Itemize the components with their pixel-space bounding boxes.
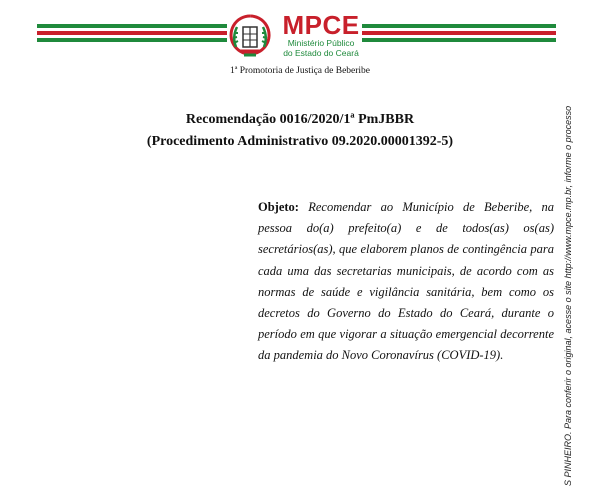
stripe-green bbox=[37, 24, 227, 28]
mpce-emblem-icon bbox=[228, 13, 272, 61]
header-stripes-right bbox=[362, 24, 556, 45]
objeto-label: Objeto: bbox=[258, 200, 299, 214]
promotoria-name: 1ª Promotoria de Justiça de Beberibe bbox=[229, 66, 371, 76]
brand-title: MPCE bbox=[282, 10, 360, 40]
objeto-text: Recomendar ao Município de Beberibe, na pessoa do(a) prefeito(a) e de todos(as) os(as) secretários(as), que elaborem planos de contingência para cada uma das secretarias municipais, de acordo com as normas de saúde e vigilância sanitária, bem como os decretos do Governo do Estado do Ceará, durante o período em que vigorar a situação emergencial decorrente da pandemia do Novo Coronavírus (COVID-19). bbox=[258, 200, 555, 363]
side-verification-note: S PINHEIRO. Para conferir o original, acesse o site http://www.mpce.mp.br, informe o processo bbox=[563, 105, 573, 486]
stripe-green bbox=[37, 38, 227, 42]
stripe-red bbox=[362, 31, 556, 35]
brand-subtitle-2: do Estado do Ceará bbox=[283, 48, 359, 58]
brand-subtitle-1: Ministério Público bbox=[287, 38, 355, 48]
stripe-green bbox=[362, 38, 556, 42]
stripe-red bbox=[37, 31, 227, 35]
document-title: Recomendação 0016/2020/1ª PmJBBR bbox=[185, 112, 415, 127]
header-stripes-left bbox=[37, 24, 227, 45]
document-procedure: (Procedimento Administrativo 09.2020.00001392-5) bbox=[146, 134, 454, 149]
logo-block bbox=[276, 12, 366, 58]
objeto-paragraph bbox=[258, 197, 554, 367]
stripe-green bbox=[362, 24, 556, 28]
